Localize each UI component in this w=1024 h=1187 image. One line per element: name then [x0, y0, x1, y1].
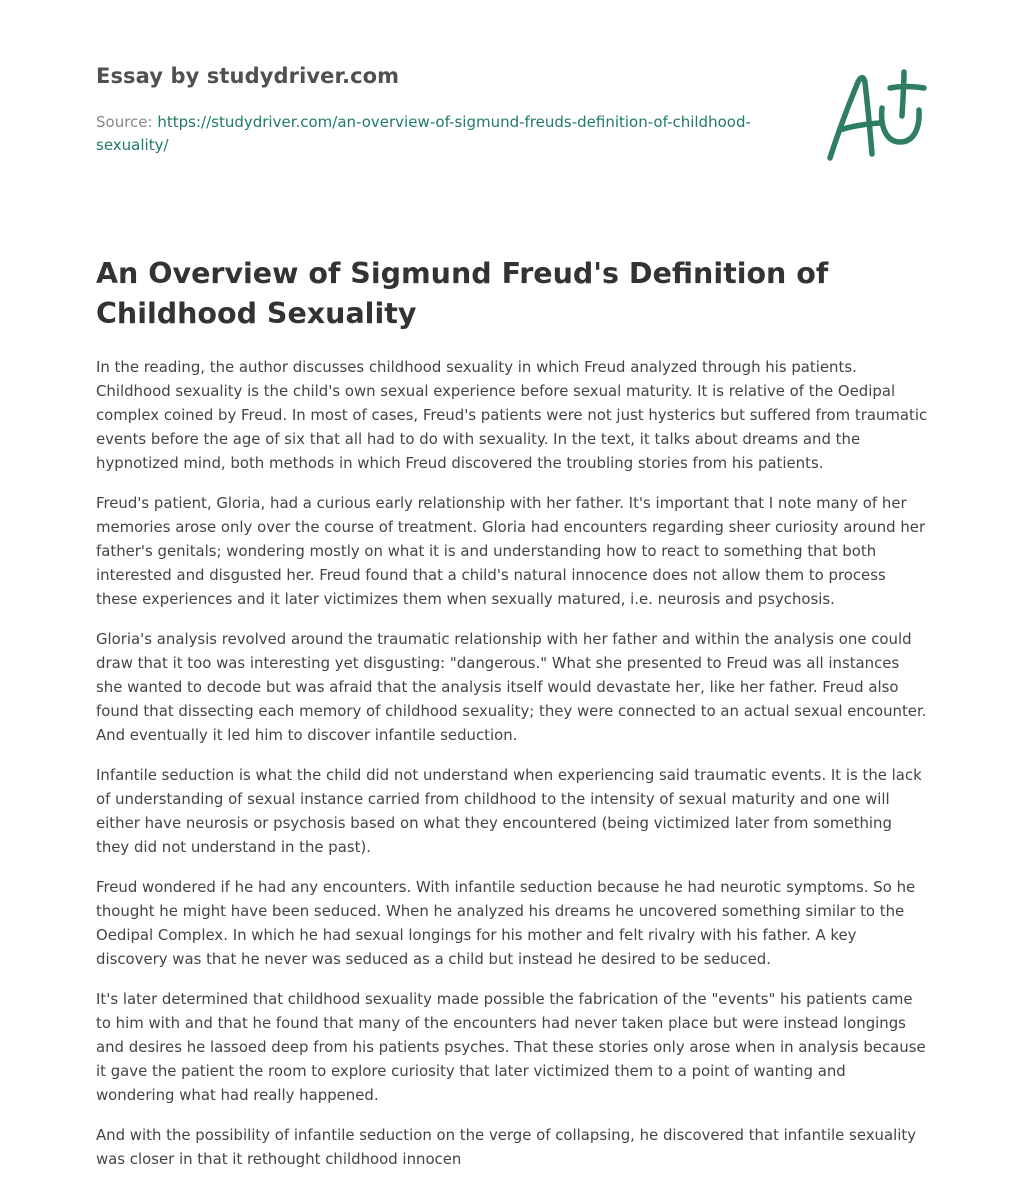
essay-paragraph: Freud wondered if he had any encounters. With infantile seduction because he had neurotic symptoms. So he thought he might have been seduced. When he analyzed his dreams he uncovered something similar to the Oedipal Complex. In which he had sexual longings for his mother and felt rivalry with his father. A key discovery was that he never was seduced as a child but instead he desired to be seduced.: [96, 878, 916, 968]
essay-paragraph: In the reading, the author discusses childhood sexuality in which Freud analyzed through his patients. Childhood sexuality is the child's own sexual experience before sexual maturity. It is relative of the Oedipal complex coined by Freud. In most of cases, Freud's patients were not just hysterics but suffered from traumatic events before the age of six that all had to do with sexuality. In the text, it talks about dreams and the hypnotized mind, both methods in which Freud discovered the troubling stories from his patients.: [96, 358, 928, 472]
source-label: Source:: [96, 113, 153, 131]
a-plus-logo-icon: [820, 68, 930, 168]
essay-paragraph: It's later determined that childhood sexuality made possible the fabrication of the "events" his patients came to him with and that he found that many of the encounters had never taken place but were instead longings and desires he lassoed deep from his patients psyches. That these stories only arose when in analysis because it gave the patient the room to explore curiosity that later victimized them to a point of wanting and wondering what had really happened.: [96, 990, 926, 1104]
site-brand: Essay by studydriver.com: [96, 64, 400, 88]
essay-paragraph: Gloria's analysis revolved around the traumatic relationship with her father and within the analysis one could draw that it too was interesting yet disgusting: "dangerous." What she presented to Freud was all instances she wanted to decode but was afraid that the analysis itself would devastate her, like her father. Freud also found that dissecting each memory of childhood sexuality; they were connected to an actual sexual encounter. And eventually it led him to discover infantile seduction.: [96, 630, 927, 744]
source-line: [96, 111, 796, 157]
essay-paragraph: Freud's patient, Gloria, had a curious early relationship with her father. It's important that I note many of her memories arose only over the course of treatment. Gloria had encounters regarding sheer curiosity around her father's genitals; wondering mostly on what it is and understanding how to react to something that both interested and disgusted her. Freud found that a child's natural innocence does not allow them to process these experiences and it later victimizes them when sexually matured, i.e. neurosis and psychosis.: [96, 494, 926, 608]
essay-title: An Overview of Sigmund Freud's Definition of Childhood Sexuality: [96, 257, 829, 330]
essay-paragraph: Infantile seduction is what the child did not understand when experiencing said traumatic events. It is the lack of understanding of sexual instance carried from childhood to the intensity of sexual maturity and one will either have neurosis or psychosis based on what they encountered (being victimized later from something they did not understand in the past).: [96, 766, 922, 856]
essay-paragraph: And with the possibility of infantile seduction on the verge of collapsing, he discovered that infantile sexuality was closer in that it rethought childhood innocen: [96, 1126, 917, 1168]
source-link[interactable]: https://studydriver.com/an-overview-of-sigmund-freuds-definition-of-childhood-sexuality/: [96, 113, 751, 154]
essay-body: [96, 355, 928, 1187]
